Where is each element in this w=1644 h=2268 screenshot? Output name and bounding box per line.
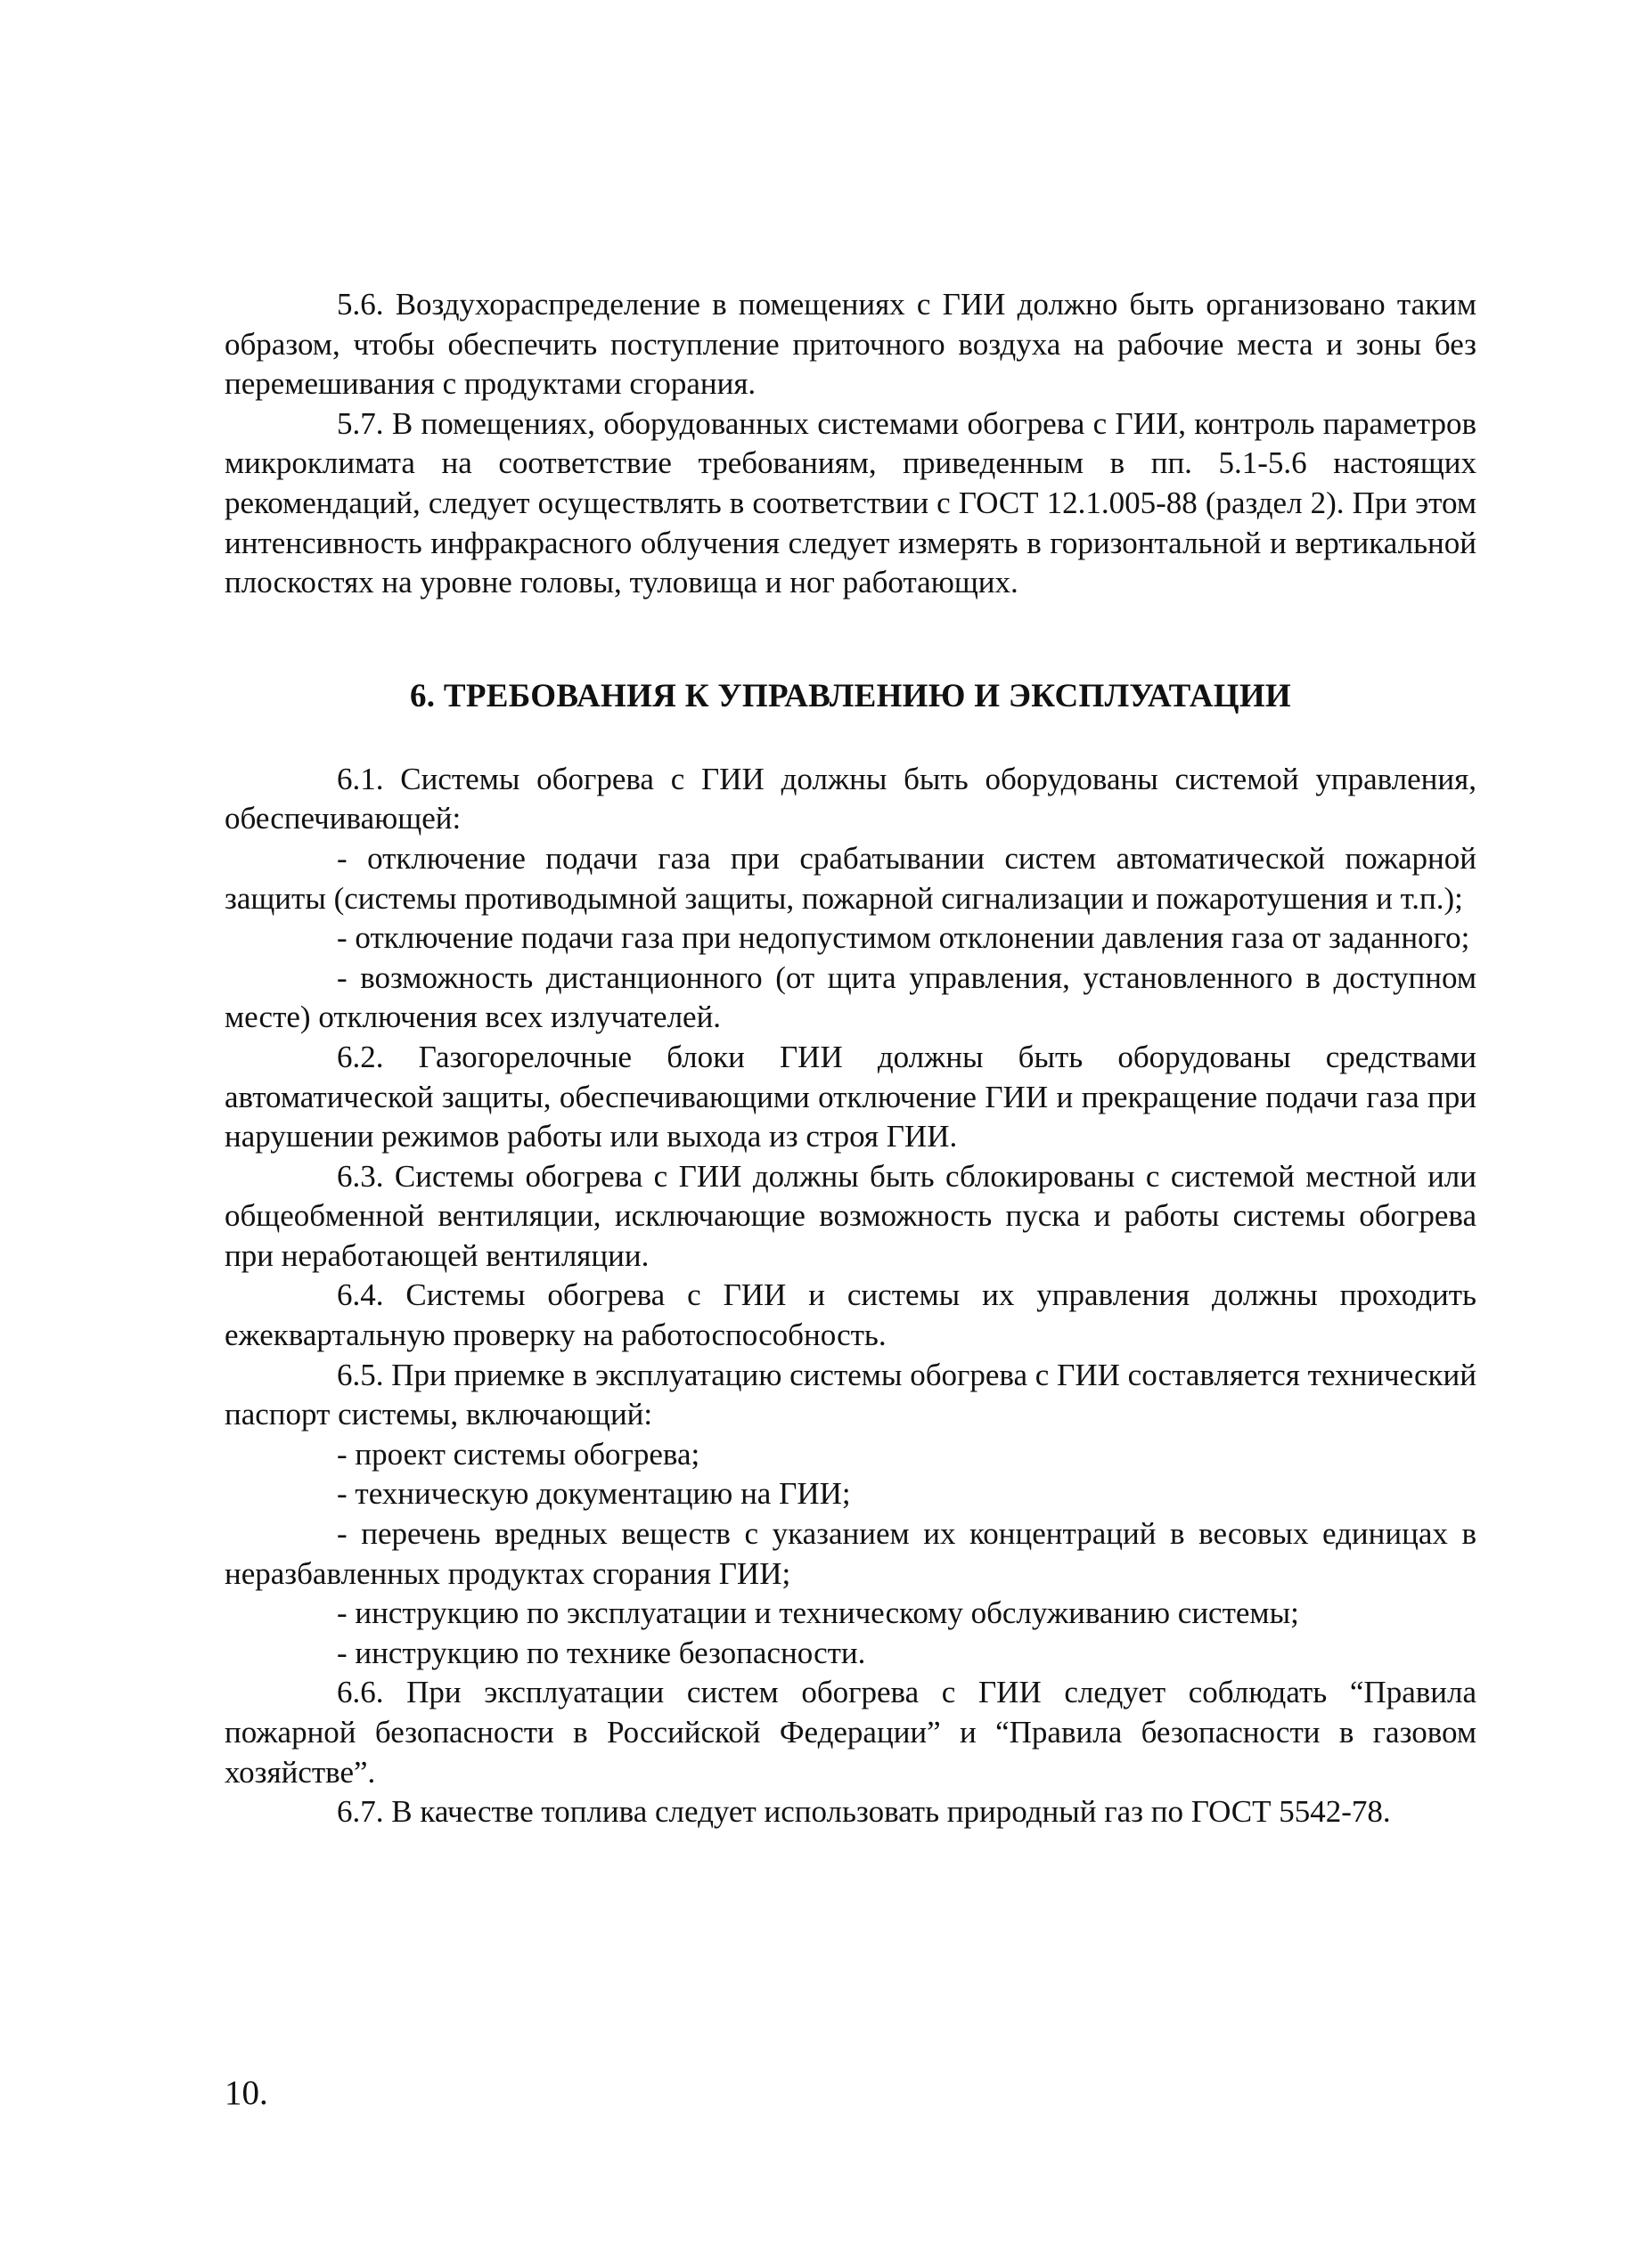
section-6-heading: 6. ТРЕБОВАНИЯ К УПРАВЛЕНИЮ И ЭКСПЛУАТАЦИИ xyxy=(410,677,1291,714)
list-item-6-1-c: - возможность дистанционного (от щита управления, установленного в доступном месте) отключения всех излучателей. xyxy=(225,959,1476,1035)
spacer xyxy=(225,716,1476,760)
paragraph-5-6: 5.6. Воздухораспределение в помещениях с ГИИ должно быть организовано таким образом, чтобы обеспечить поступление приточного воздуха на рабочие места и зоны без перемешивания с продуктами сгорания. xyxy=(225,287,1476,402)
paragraph-6-7: 6.7. В качестве топлива следует использовать природный газ по ГОСТ 5542-78. xyxy=(337,1794,1391,1830)
list-item-6-1-b: - отключение подачи газа при недопустимом отклонении давления газа от заданного; xyxy=(337,920,1470,956)
spacer xyxy=(225,603,1476,677)
paragraph-6-4: 6.4. Системы обогрева с ГИИ и системы их управления должны проходить ежеквартальную проверку на работоспособность. xyxy=(225,1277,1476,1353)
paragraph-6-5: 6.5. При приемке в эксплуатацию системы обогрева с ГИИ составляется технический паспорт системы, включающий: xyxy=(225,1357,1476,1432)
paragraph-6-6: 6.6. При эксплуатации систем обогрева с ГИИ следует соблюдать “Правила пожарной безопасности в Российской Федерации” и “Правила безопасности в газовом хозяйстве”. xyxy=(225,1675,1476,1790)
list-item-6-1-a: - отключение подачи газа при срабатывании систем автоматической пожарной защиты (системы противодымной защиты, пожарной сигнализации и пожаротушения и т.п.); xyxy=(225,840,1476,916)
page-number: 10. xyxy=(225,2074,268,2112)
paragraph-6-3: 6.3. Системы обогрева с ГИИ должны быть сблокированы с системой местной или общеобменной вентиляции, исключающие возможность пуска и работы системы обогрева при неработающей вентиляции. xyxy=(225,1158,1476,1273)
paragraph-6-2: 6.2. Газогорелочные блоки ГИИ должны быть оборудованы средствами автоматической защиты, обеспечивающими отключение ГИИ и прекращение подачи газа при нарушении режимов работы или выхода из строя ГИИ. xyxy=(225,1039,1476,1154)
paragraph-6-1: 6.1. Системы обогрева с ГИИ должны быть оборудованы системой управления, обеспечивающей: xyxy=(225,761,1476,836)
list-item-6-5-b: - техническую документацию на ГИИ; xyxy=(337,1476,851,1512)
paragraph-5-7: 5.7. В помещениях, оборудованных системами обогрева с ГИИ, контроль параметров микроклимата на соответствие требованиям, приведенным в пп. 5.1-5.6 настоящих рекомендаций, следует осуществлять в соответствии с ГОСТ 12.1.005-88 (раздел 2). При этом интенсивность инфракрасного облучения следует измерять в горизонтальной и вертикальной плоскостях на уровне головы, туловища и ног работающих. xyxy=(225,405,1476,600)
list-item-6-5-c: - перечень вредных веществ с указанием их концентраций в весовых единицах в неразбавленных продуктах сгорания ГИИ; xyxy=(225,1516,1476,1591)
list-item-6-5-a: - проект системы обогрева; xyxy=(337,1436,700,1472)
list-item-6-5-d: - инструкцию по эксплуатации и техническому обслуживанию системы; xyxy=(337,1595,1299,1631)
page-body xyxy=(225,285,1476,1832)
list-item-6-5-e: - инструкцию по технике безопасности. xyxy=(337,1635,866,1670)
